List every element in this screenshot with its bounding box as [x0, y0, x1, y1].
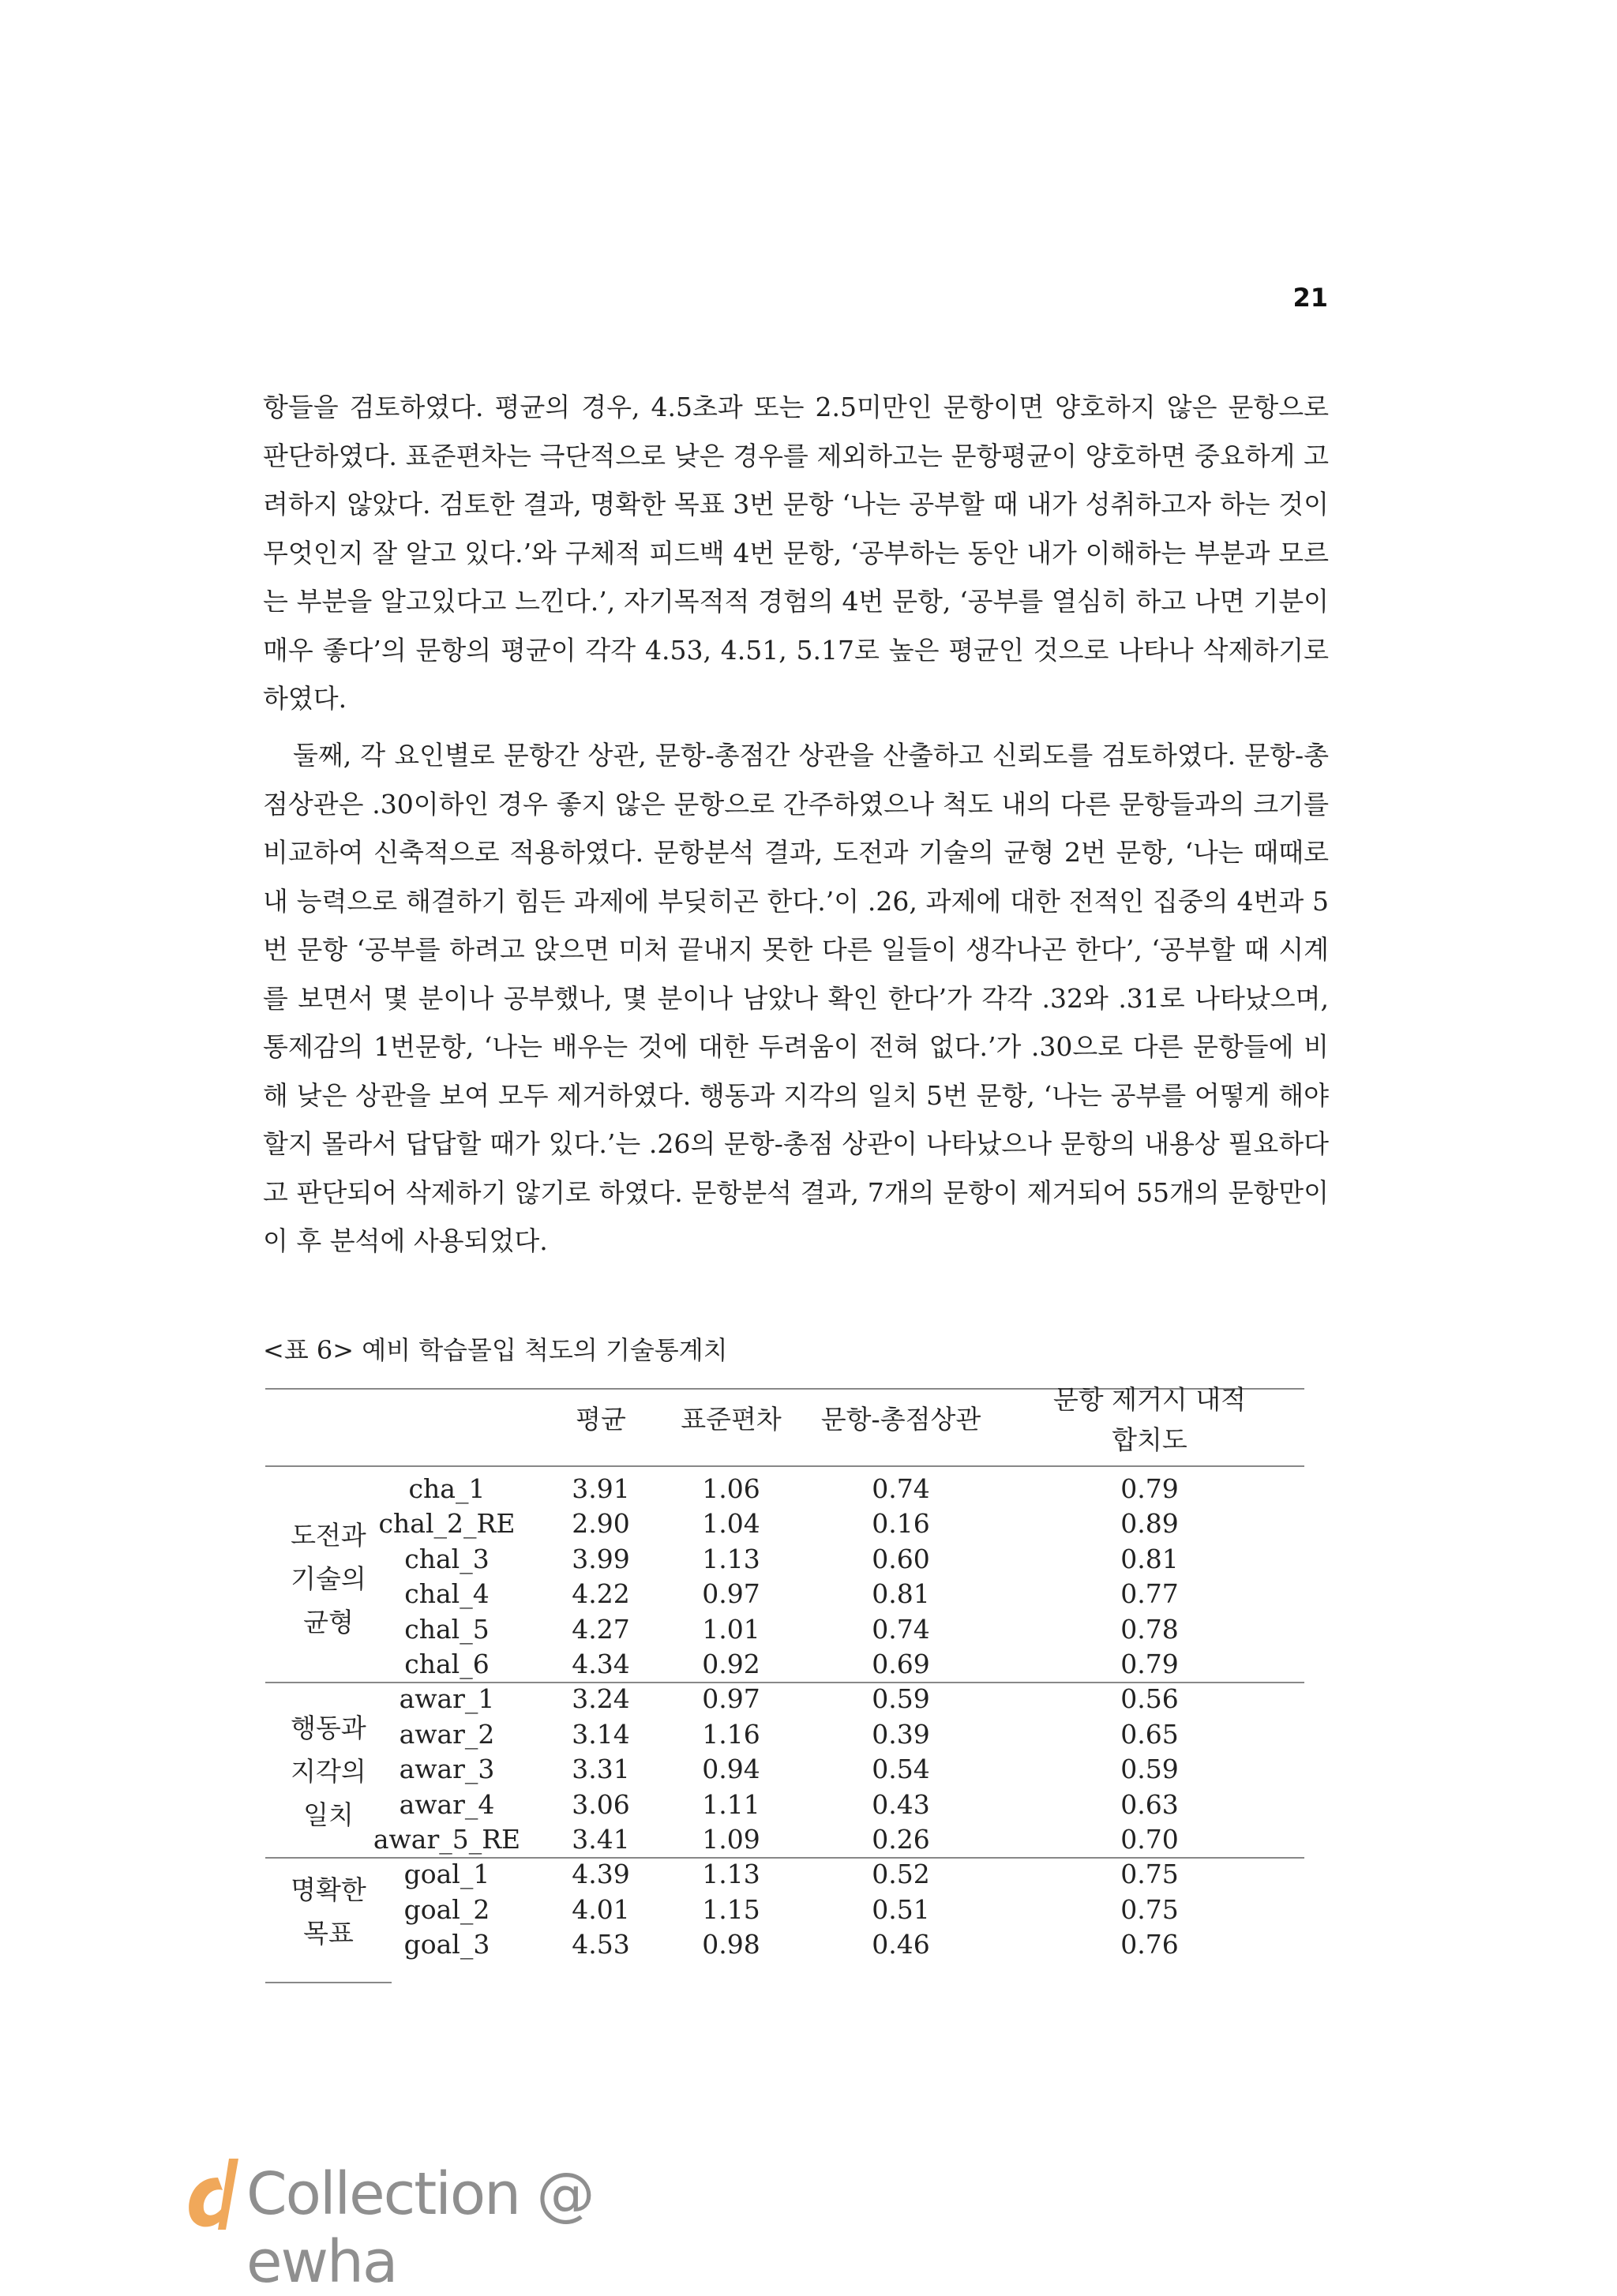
sd-value: 1.06 [702, 1473, 760, 1504]
item-total-value: 0.74 [872, 1473, 930, 1504]
sd-value: 1.09 [702, 1824, 760, 1855]
group-label [265, 1514, 392, 1644]
item-total-value: 0.51 [872, 1893, 930, 1925]
group-label-line: 목표 [303, 1918, 354, 1949]
page-number: 21 [1292, 283, 1328, 313]
item-total-value: 0.69 [872, 1649, 930, 1679]
group-label-line: 기술의 [291, 1563, 366, 1594]
item-name: awar_5_RE [373, 1824, 521, 1855]
sd-value: 0.97 [702, 1578, 760, 1610]
dcollection-logo [183, 2154, 736, 2296]
group-label-line: 일치 [303, 1799, 354, 1830]
item-name: awar_4 [399, 1788, 495, 1820]
item-name: chal_6 [404, 1649, 490, 1679]
alpha-value: 0.63 [1120, 1788, 1179, 1820]
body-paragraph-1 [263, 383, 1329, 723]
dcollection-d-icon [183, 2154, 246, 2241]
header-mean: 평균 [576, 1404, 626, 1435]
sd-value: 0.98 [702, 1929, 760, 1960]
item-name: chal_3 [404, 1543, 490, 1574]
item-name: chal_2_RE [378, 1508, 516, 1540]
alpha-value: 0.81 [1120, 1543, 1179, 1574]
header-alpha-line2: 합치도 [1112, 1424, 1187, 1455]
item-name: awar_3 [399, 1754, 495, 1785]
sd-value: 1.04 [702, 1508, 760, 1540]
header-sd: 표준편차 [681, 1404, 782, 1435]
sd-value: 1.11 [702, 1788, 760, 1820]
group-label [265, 1868, 392, 1955]
header-alpha-line1: 문항 제거시 내적 [1052, 1384, 1247, 1415]
header-item-total: 문항-총점상관 [820, 1404, 981, 1435]
sd-value: 1.16 [702, 1718, 760, 1750]
group-label-line: 명확한 [291, 1874, 366, 1905]
table-header-rule [265, 1465, 1304, 1467]
sd-value: 1.13 [702, 1543, 760, 1574]
alpha-value: 0.79 [1120, 1473, 1179, 1504]
alpha-value: 0.65 [1120, 1718, 1179, 1750]
mean-value: 3.14 [572, 1718, 630, 1750]
body-paragraph-2 [263, 731, 1329, 1266]
mean-value: 3.24 [572, 1683, 630, 1715]
mean-value: 4.53 [572, 1929, 630, 1960]
mean-value: 3.06 [572, 1788, 630, 1820]
mean-value: 4.27 [572, 1613, 630, 1645]
item-name: goal_2 [403, 1893, 490, 1925]
group-label-line: 도전과 [291, 1519, 366, 1551]
item-total-value: 0.43 [872, 1788, 930, 1820]
group-label-line: 행동과 [291, 1712, 366, 1743]
mean-value: 4.39 [572, 1859, 630, 1890]
item-total-value: 0.39 [872, 1718, 930, 1750]
alpha-value: 0.79 [1120, 1649, 1179, 1679]
alpha-value: 0.75 [1120, 1893, 1179, 1925]
mean-value: 2.90 [572, 1508, 630, 1540]
sd-value: 0.94 [702, 1754, 760, 1785]
alpha-value: 0.77 [1120, 1578, 1179, 1610]
item-name: chal_4 [404, 1578, 490, 1610]
mean-value: 3.31 [572, 1754, 630, 1785]
sd-value: 1.15 [702, 1893, 760, 1925]
item-name: cha_1 [408, 1473, 486, 1504]
group-label-line: 지각의 [291, 1755, 366, 1787]
watermark-text: Collection @ ewha [246, 2160, 594, 2296]
paragraph-text: 항들을 검토하였다. 평균의 경우, 4.5초과 또는 2.5미만인 문항이면 양호하지 않은 문항으로 판단하였다. 표준편차는 극단적으로 낮은 경우를 제외하고는 문항평균이 양호하면 중요하게 고려하지 않았다. 검토한 결과, 명확한 목표 3번 문항 ‘나는 공부할 때 내가 성취하고자 하는 것이 무엇인지 잘 알고 있다.’와 구체적 피드백 4번 문항, ‘공부하는 동안 내가 이해하는 부분과 모르는 부분을 알고있다고 느낀다.’, 자기목적적 경험의 4번 문항, ‘공부를 열심히 하고 나면 기분이 매우 좋다’의 문항의 평균이 각각 4.53, 4.51, 5.17로 높은 평균인 것으로 나타나 삭제하기로 하였다. [263, 392, 1329, 714]
mean-value: 3.91 [572, 1473, 630, 1504]
alpha-value: 0.56 [1120, 1683, 1179, 1715]
group-label-line: 균형 [303, 1606, 354, 1638]
mean-value: 4.22 [572, 1578, 630, 1610]
item-total-value: 0.59 [872, 1683, 930, 1715]
table-caption: <표 6> 예비 학습몰입 척도의 기술통계치 [263, 1335, 728, 1365]
mean-value: 4.34 [572, 1649, 630, 1679]
item-total-value: 0.81 [872, 1578, 930, 1610]
item-name: awar_1 [399, 1683, 495, 1715]
item-total-value: 0.60 [872, 1543, 930, 1574]
item-total-value: 0.54 [872, 1754, 930, 1785]
item-name: awar_2 [399, 1718, 495, 1750]
group-label [265, 1706, 392, 1836]
sd-value: 0.92 [702, 1649, 760, 1679]
item-name: goal_3 [403, 1929, 490, 1960]
sd-value: 1.13 [702, 1859, 760, 1890]
mean-value: 3.41 [572, 1824, 630, 1855]
sd-value: 1.01 [702, 1613, 760, 1645]
alpha-value: 0.59 [1120, 1754, 1179, 1785]
item-total-value: 0.74 [872, 1613, 930, 1645]
mean-value: 3.99 [572, 1543, 630, 1574]
alpha-value: 0.78 [1120, 1613, 1179, 1645]
descriptive-stats-table [265, 1384, 1304, 1972]
alpha-value: 0.76 [1120, 1929, 1179, 1960]
sd-value: 0.97 [702, 1683, 760, 1715]
item-total-value: 0.26 [872, 1824, 930, 1855]
item-total-value: 0.52 [872, 1859, 930, 1890]
table-bottom-rule [265, 1982, 392, 1983]
alpha-value: 0.89 [1120, 1508, 1179, 1540]
item-total-value: 0.16 [872, 1508, 930, 1540]
item-name: chal_5 [404, 1613, 490, 1645]
item-total-value: 0.46 [872, 1929, 930, 1960]
paragraph-text: 둘째, 각 요인별로 문항간 상관, 문항-총점간 상관을 산출하고 신뢰도를 검토하였다. 문항-총점상관은 .30이하인 경우 좋지 않은 문항으로 간주하였으나 척도 내의 다른 문항들과의 크기를 비교하여 신축적으로 적용하였다. 문항분석 결과, 도전과 기술의 균형 2번 문항, ‘나는 때때로 내 능력으로 해결하기 힘든 과제에 부딪히곤 한다.’이 .26, 과제에 대한 전적인 집중의 4번과 5번 문항 ‘공부를 하려고 앉으면 미처 끝내지 못한 다른 일들이 생각나곤 한다’, ‘공부할 때 시계를 보면서 몇 분이나 공부했나, 몇 분이나 남았나 확인 한다’가 각각 .32와 .31로 나타났으며, 통제감의 1번문항, ‘나는 배우는 것에 대한 두려움이 전혀 없다.’가 .30으로 다른 문항들에 비해 낮은 상관을 보여 모두 제거하였다. 행동과 지각의 일치 5번 문항, ‘나는 공부를 어떻게 해야할지 몰라서 답답할 때가 있다.’는 .26의 문항-총점 상관이 나타났으나 문항의 내용상 필요하다고 판단되어 삭제하기 않기로 하였다. 문항분석 결과, 7개의 문항이 제거되어 55개의 문항만이 이 후 분석에 사용되었다. [263, 740, 1329, 1256]
alpha-value: 0.75 [1120, 1859, 1179, 1890]
item-name: goal_1 [403, 1859, 490, 1890]
alpha-value: 0.70 [1120, 1824, 1179, 1855]
mean-value: 4.01 [572, 1893, 630, 1925]
